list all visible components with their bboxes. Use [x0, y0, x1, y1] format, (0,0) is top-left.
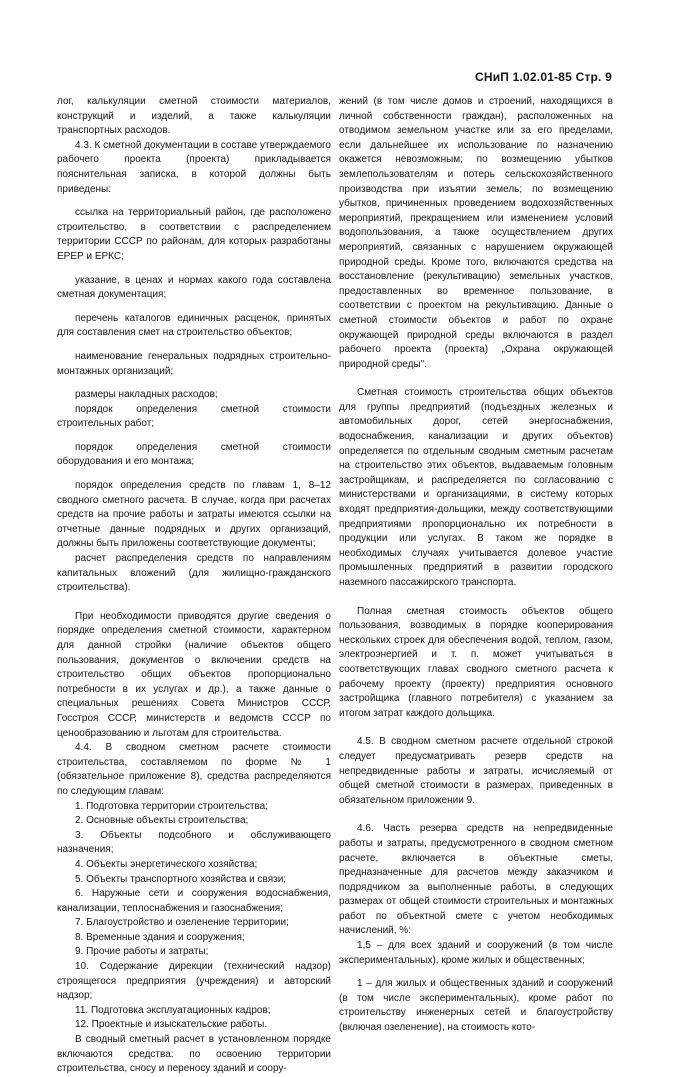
paragraph: порядок определения средств по главам 1, 8–12 сводного сметного расчета. В случае, когда при расчетах средств на прочие работы и затраты имеются ссылки на отчетные данные подрядных и других организаций, должны быть приложены соответствующие документы;	[57, 480, 331, 550]
paragraph: жений (в том числе домов и строений, находящихся в личной собственности граждан), расположенных на отводимом земельном участке или за его пределами, если дальнейшее их использование по назначению окажется невозможным; по возмещению убытков землепользователям и потерь сельскохозяйственного производства при изъятии земель; по возмещению убытков, причиненных проведением водохозяйственных мероприятий, прекращением или изменением условий водопользования, а также осуществлением других мероприятий, связанных с нарушением окружающей природной среды. Кроме того, включаются средства на восстановление (рекультивацию) земельных участков, предоставленных во временное пользование, в соответствии с проектом на рекультивацию. Данные о сметной стоимости объектов и работ по охране окружающей природной среды включаются в раздел рабочего проекта (проекта) „Охрана окружающей природной среды".	[339, 96, 613, 370]
paragraph: Сметная стоимость строительства общих объектов для группы предприятий (подъездных железных и автомобильных дорог, сетей энергоснабжения, водоснабжения, канализации и других объектов) определяется по отдельным сводным сметным расчетам на строительство этих объектов, выдаваемым головным застройщикам, и распределяется по согласованию с министерствами и организациями, в систему которых входят предприятия-дольщики, между соответствующими предприятиями пропорционально их потребности в продукции или услугах. В таком же порядке в необходимых случаях учитывается долевое участие промышленных предприятий в развитии городского наземного пассажирского транспорта.	[339, 387, 613, 588]
paragraph: 1 – для жилых и общественных зданий и сооружений (в том числе экспериментальных), кроме работ по строительству инженерных сетей и благоустройству (включая озеленение), на стоимость кото-	[339, 978, 613, 1034]
paragraph: 4.3. К сметной документации в составе утверждаемого рабочего проекта (проекта) прикладывается пояснительная записка, в которой должны быть приведены:	[57, 139, 331, 195]
list-item: 12. Проектные и изыскательские работы.	[75, 1019, 268, 1031]
list-item: 8. Временные здания и сооружения;	[75, 931, 245, 943]
paragraph: порядок определения сметной стоимости строительных работ;	[57, 403, 331, 430]
list-item: 1. Подготовка территории строительства;	[75, 800, 268, 812]
page-header	[475, 70, 612, 84]
right-column	[339, 95, 613, 1036]
paragraph: порядок определения сметной стоимости оборудования и его монтажа;	[57, 441, 331, 468]
paragraph: 4.4. В сводном сметном расчете стоимости строительства, составляемом по форме № 1 (обязательное приложение 8), средства распределяются по следующим главам:	[57, 742, 331, 797]
paragraph: наименование генеральных подрядных строительно-монтажных организаций;	[57, 350, 331, 377]
list-item: 4. Объекты энергетического хозяйства;	[75, 858, 258, 870]
list-item: 11. Подготовка эксплуатационных кадров;	[75, 1004, 271, 1016]
list-item: 7. Благоустройство и озеленение территории;	[75, 917, 289, 929]
list-item: 6. Наружные сети и сооружения водоснабжения, канализации, теплоснабжения и газоснабжения;	[57, 888, 331, 914]
paragraph: расчет распределения средств по направлениям капитальных вложений (для жилищно-гражданского строительства).	[57, 553, 331, 594]
page-number: Стр. 9	[575, 70, 612, 84]
paragraph: перечень каталогов единичных расценок, принятых для составления смет на строительство объектов;	[57, 312, 331, 339]
paragraph: указание, в ценах и нормах какого года составлена сметная документация;	[57, 274, 331, 301]
paragraph: размеры накладных расходов;	[75, 389, 218, 401]
paragraph: лог, калькуляции сметной стоимости материалов, конструкций и изделий, а также калькуляции транспортных расходов.	[57, 96, 331, 137]
list-item: 5. Объекты транспортного хозяйства и связи;	[75, 873, 287, 885]
list-item: 2. Основные объекты строительства;	[75, 815, 249, 827]
document-code: СНиП 1.02.01-85	[474, 70, 573, 84]
paragraph: При необходимости приводятся другие сведения о порядке определения сметной стоимости, характерном для данной стройки (наличие объектов общего пользования, документов о включении средств на строительство общих объектов пропорционально потребности в их услугах и др.), а также данные о специальных решениях Совета Министров СССР, Госстроя СССР, министерств и ведомств СССР по ценообразованию и льготам для строительства.	[57, 610, 331, 739]
paragraph: В сводный сметный расчет в установленном порядке включаются средства: по освоению территории строительства, сносу и переносу зданий и соору-	[57, 1034, 331, 1075]
left-column	[57, 95, 331, 1077]
list-item: 9. Прочие работы и затраты;	[75, 946, 209, 958]
paragraph: Полная сметная стоимость объектов общего пользования, возводимых в порядке кооперирования нескольких строек для обеспечения водой, теплом, газом, электроэнергией и т. п. может учитываться в соответствующих главах сводного сметного расчета к рабочему проекту (проекту) предприятия основного застройщика (главного потребителя) с указанием за итогом затрат каждого дольщика.	[339, 605, 613, 719]
list-item: 3. Объекты подсобного и обслуживающего назначения;	[57, 829, 331, 856]
list-item: 10. Содержание дирекции (технический надзор) строящегося предприятия (учреждения) и авторский надзор;	[57, 961, 331, 1002]
paragraph: 4.5. В сводном сметном расчете отдельной строкой следует предусматривать резерв средств на непредвиденные работы и затраты, исчисляемый от общей сметной стоимости в размерах, приведенных в обязательном приложении 9.	[339, 736, 613, 806]
paragraph: ссылка на территориальный район, где расположено строительство, в соответствии с распределением территории СССР по районам, для которых разработаны ЕРЕР и ЕРКС;	[57, 207, 331, 262]
paragraph: 4.6. Часть резерва средств на непредвиденные работы и затраты, предусмотренного в сводном сметном расчете, включается в объектные сметы, предназначенные для расчетов между заказчиком и подрядчиком за выполненные работы, в следующих размерах от общей стоимости строительных и монтажных работ по объектной смете с учетом необходимых начислений, %:	[339, 823, 613, 937]
paragraph: 1,5 – для всех зданий и сооружений (в том числе экспериментальных), кроме жилых и общественных;	[339, 940, 613, 966]
